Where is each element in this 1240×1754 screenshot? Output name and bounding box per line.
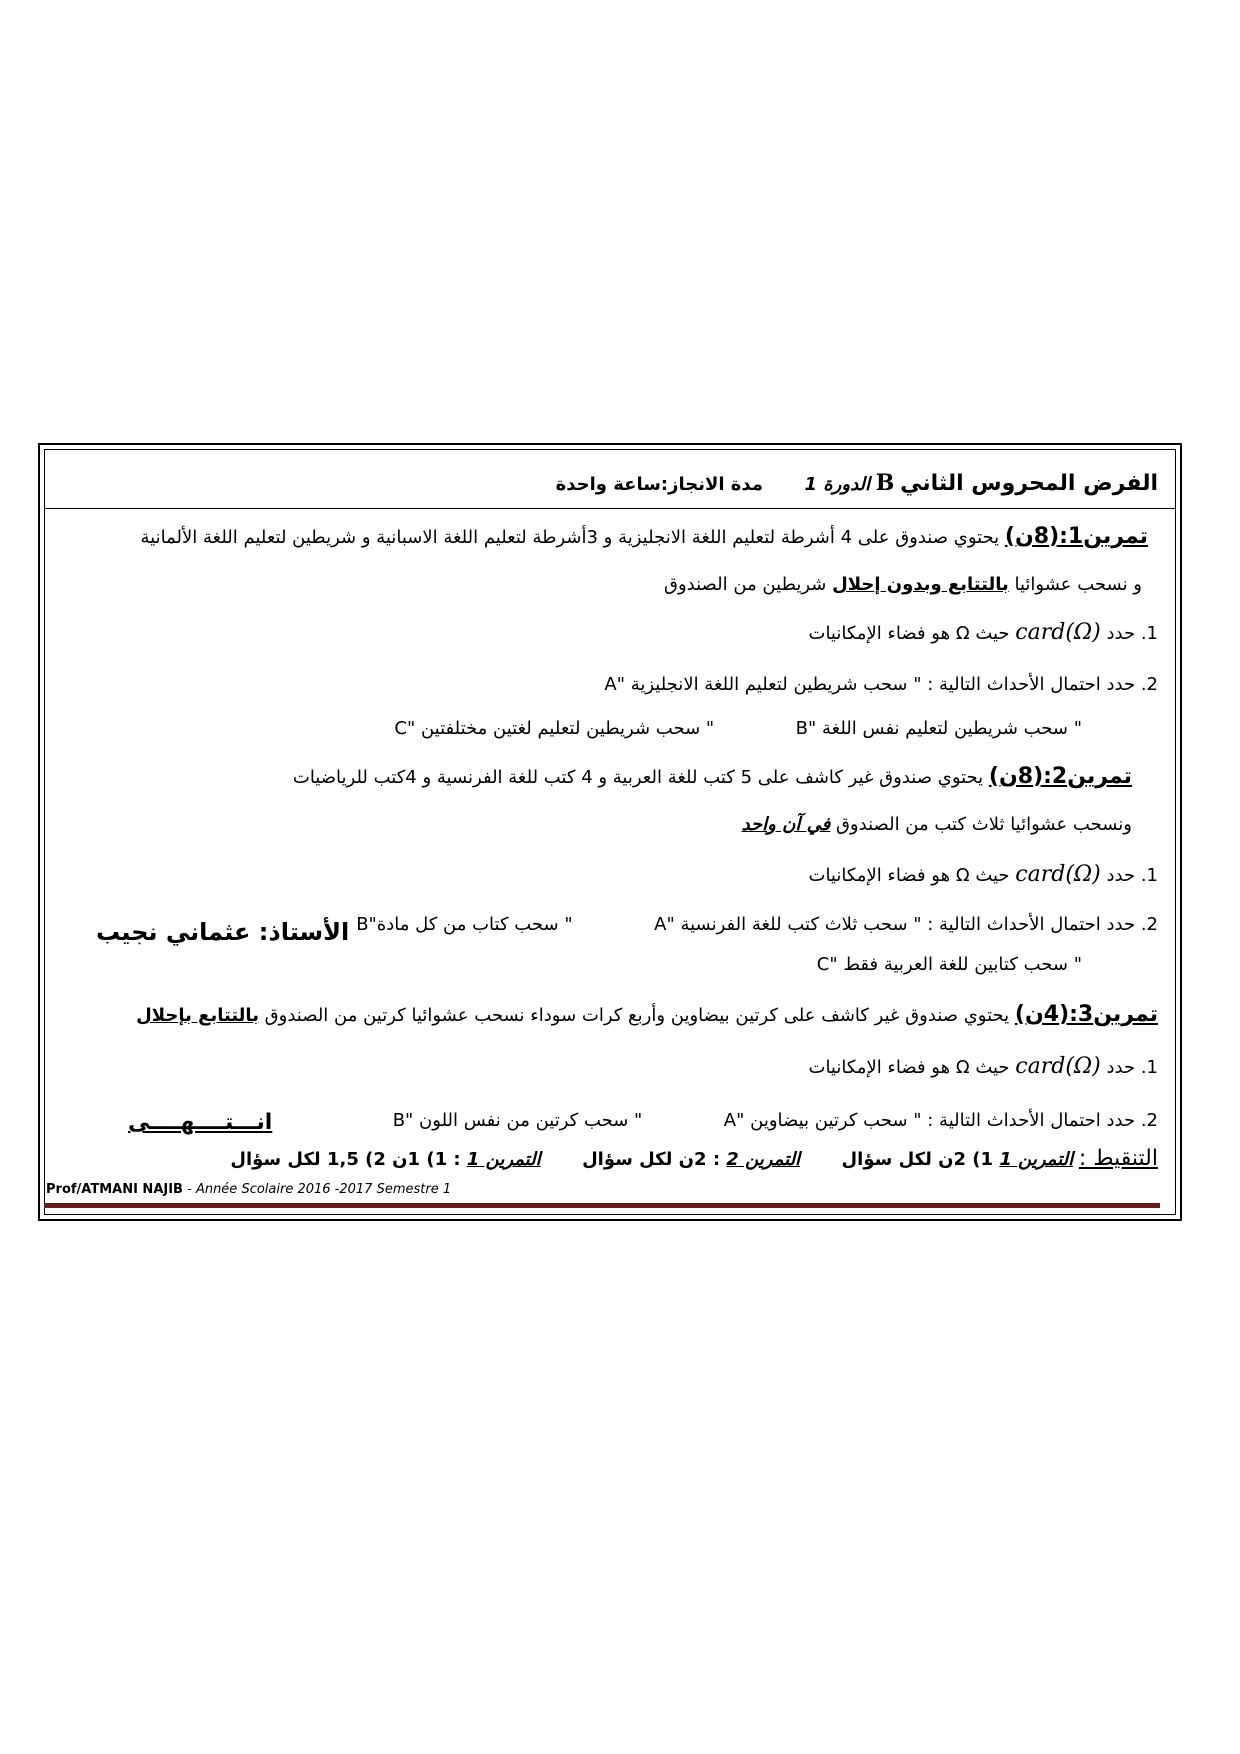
footer-credit xyxy=(46,1182,451,1197)
ex1-q1-math: card(Ω) xyxy=(1015,620,1101,645)
ex1-line1 xyxy=(141,524,1148,550)
ex3-q1-math: card(Ω) xyxy=(1015,1054,1101,1079)
exam-title: الفرض المحروس الثاني xyxy=(900,471,1158,496)
exam-header xyxy=(556,470,1158,497)
grading-line xyxy=(230,1146,1158,1172)
ex2-line1 xyxy=(293,764,1132,790)
ex2-q1 xyxy=(809,862,1159,888)
ex2-q1-num: 1. xyxy=(1140,865,1158,886)
ex2-q2-num: 2. xyxy=(1140,914,1158,935)
ex2-q1-math: card(Ω) xyxy=(1015,862,1101,887)
grading-ex3: التمرين 1 xyxy=(466,1149,541,1170)
end-mark: انـــتــــهــــى xyxy=(128,1110,273,1135)
ex2-q2-line2 xyxy=(817,954,1082,976)
ex2-q1-text2: حيث Ω هو فضاء الإمكانيات xyxy=(808,865,1010,886)
exam-duration: مدة الانجاز:ساعة واحدة xyxy=(555,474,763,495)
ex3-q2 xyxy=(393,1110,1158,1132)
ex2-text2b: في آن واحد xyxy=(741,814,831,835)
ex3-q2-num: 2. xyxy=(1140,1110,1158,1131)
ex3-q2-event-b: " سحب كرتين من نفس اللون "B xyxy=(392,1110,643,1131)
exam-session: الدورة 1 xyxy=(804,474,870,495)
ex2-line2 xyxy=(742,814,1132,836)
ex3-line1 xyxy=(136,1002,1158,1028)
ex1-text1: يحتوي صندوق على 4 أشرطة لتعليم اللغة الانجليزية و 3أشرطة لتعليم اللغة الاسبانية و شريطين لتعليم اللغة الألمانية xyxy=(140,527,1005,548)
ex1-line2 xyxy=(664,574,1142,596)
footer-year: Année Scolaire 2016 -2017 Semestre 1 xyxy=(195,1182,452,1197)
grading-ex2-detail: : 2ن لكل سؤال xyxy=(582,1149,727,1170)
grading-label: التنقيط : xyxy=(1078,1146,1158,1171)
ex1-q1-text: حدد xyxy=(1106,623,1136,644)
ex1-title: تمرين1:(8ن) xyxy=(1004,524,1148,549)
footer-divider xyxy=(44,1203,1160,1208)
ex3-text1b: بالتتابع بإحلال xyxy=(136,1005,259,1026)
ex3-q1-text2: حيث Ω هو فضاء الإمكانيات xyxy=(808,1057,1010,1078)
header-divider xyxy=(45,508,1175,509)
ex1-q2-line2 xyxy=(394,718,1082,740)
footer-author: Prof/ATMANI NAJIB xyxy=(46,1182,183,1197)
ex1-text2b: بالتتابع وبدون إحلال xyxy=(832,574,1009,595)
exam-version: B xyxy=(875,470,895,496)
ex2-text1: يحتوي صندوق غير كاشف على 5 كتب للغة العربية و 4 كتب للغة الفرنسية و 4كتب للرياضيات xyxy=(292,767,989,788)
ex3-title: تمرين3:(4ن) xyxy=(1014,1002,1158,1027)
ex2-q1-text: حدد xyxy=(1106,865,1136,886)
ex1-text2a: و نسحب عشوائيا xyxy=(1008,574,1142,595)
teacher-signature: الأستاذ: عثماني نجيب xyxy=(96,918,350,946)
ex3-text1: يحتوي صندوق غير كاشف على كرتين بيضاوين وأربع كرات سوداء نسحب عشوائيا كرتين من الصندوق xyxy=(258,1005,1015,1026)
grading-ex3-detail: : 1) 1ن 2) 1,5 لكل سؤال xyxy=(230,1149,467,1170)
ex1-q2-event-c: " سحب شريطين لتعليم لغتين مختلفتين "C xyxy=(394,718,715,739)
grading-ex1-detail: 1) 2ن لكل سؤال xyxy=(841,1149,1000,1170)
ex3-q1-num: 1. xyxy=(1140,1057,1158,1078)
ex1-text2c: شريطين من الصندوق xyxy=(664,574,833,595)
ex2-q2-text: حدد احتمال الأحداث التالية : " سحب ثلاث كتب للغة الفرنسية "A xyxy=(654,914,1136,935)
ex1-q2 xyxy=(604,674,1158,696)
ex2-title: تمرين2:(8ن) xyxy=(988,764,1132,789)
ex1-q1-num: 1. xyxy=(1140,623,1158,644)
footer-separator: - xyxy=(182,1182,196,1197)
ex1-q2-num: 2. xyxy=(1140,674,1158,695)
ex1-q2-text: حدد احتمال الأحداث التالية : " سحب شريطين لتعليم اللغة الانجليزية "A xyxy=(604,674,1136,695)
ex3-q1 xyxy=(809,1054,1159,1080)
ex1-q1-text2: حيث Ω هو فضاء الإمكانيات xyxy=(808,623,1010,644)
ex3-q2-text: حدد احتمال الأحداث التالية : " سحب كرتين بيضاوين "A xyxy=(723,1110,1136,1131)
ex1-q1 xyxy=(809,620,1159,646)
ex2-q2 xyxy=(356,914,1158,936)
ex2-q2-event-c: " سحب كتابين للغة العربية فقط "C xyxy=(816,954,1082,975)
ex1-q2-event-b: " سحب شريطين لتعليم نفس اللغة "B xyxy=(795,718,1082,739)
grading-ex1: التمرين 1 xyxy=(999,1149,1074,1170)
grading-ex2: التمرين 2 xyxy=(726,1149,801,1170)
ex3-q1-text: حدد xyxy=(1106,1057,1136,1078)
ex2-q2-event-b: " سحب كتاب من كل مادة"B xyxy=(356,914,573,935)
ex2-text2a: ونسحب عشوائيا ثلاث كتب من الصندوق xyxy=(830,814,1132,835)
